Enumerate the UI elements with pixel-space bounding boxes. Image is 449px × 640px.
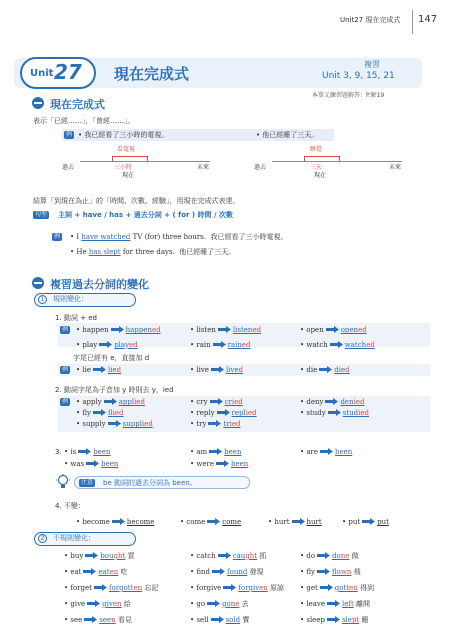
verb-item [300, 448, 352, 457]
arrow-icon [83, 568, 96, 575]
rule1-note: 字尾已經有 e，直接加 d [73, 354, 150, 362]
lightbulb-icon [56, 474, 70, 490]
header-title: 現在完成式 [365, 16, 401, 24]
verb-pp: cried [224, 398, 243, 406]
page-number: 147 [418, 14, 438, 25]
verb-pp: studied [342, 409, 369, 417]
verb-item [64, 552, 135, 561]
verb-pp: given [102, 600, 122, 608]
subsection-regular-label: 規則變化： [53, 295, 88, 303]
verb-pp: gone [222, 600, 240, 608]
verb-pp: found [227, 568, 248, 576]
verb-item [300, 616, 368, 625]
verb-base: • eat [64, 568, 82, 576]
unit-word: Unit [30, 68, 54, 79]
verb-meaning: 去 [241, 600, 249, 608]
arrow-icon [84, 616, 97, 623]
arrow-icon [108, 420, 121, 427]
verb-pp: flown [331, 568, 352, 576]
arrow-icon [317, 568, 330, 575]
verb-item [300, 398, 364, 407]
arrow-icon [94, 584, 107, 591]
verb-meaning: 抓 [259, 552, 267, 560]
verb-pp: rained [227, 341, 251, 349]
verb-item [76, 341, 138, 350]
verb-pp: watched [344, 341, 375, 349]
verb-item [300, 366, 350, 375]
verb-base: • get [300, 584, 318, 592]
arrow-icon [320, 448, 333, 455]
verb-meaning: 做 [351, 552, 359, 560]
verb-pp: become [126, 518, 155, 526]
verb-item [190, 616, 249, 625]
timeline1-now: 現在 [122, 172, 135, 179]
verb-pp: left [342, 600, 354, 608]
arrow-icon [317, 552, 330, 559]
review-units: Unit 3, 9, 15, 21 [322, 71, 395, 81]
verb-base: • are [300, 448, 319, 456]
verb-pp: opened [340, 326, 367, 334]
timeline-2 [252, 146, 422, 186]
arrow-icon [93, 409, 106, 416]
arrow-icon [327, 600, 340, 607]
verb-pp: supplied [122, 420, 153, 428]
verb-item [190, 409, 257, 418]
review-label: 複習 [364, 60, 380, 69]
timeline1-top: 看電視 [117, 146, 136, 153]
arrow-icon [78, 448, 91, 455]
verb-item [190, 366, 243, 375]
verb-item [64, 568, 128, 577]
arrow-icon [292, 518, 305, 525]
verb-base: • give [64, 600, 86, 608]
arrow-icon [104, 398, 117, 405]
verb-pp: bought [100, 552, 126, 560]
subsection-irregular-label: 不規則變化： [53, 534, 95, 542]
verb-base: • watch [300, 341, 328, 349]
verb-base: • live [190, 366, 209, 374]
banner-title: 現在完成式 [114, 65, 190, 83]
timeline2-top: 睡覺 [310, 146, 323, 153]
arrow-icon [208, 420, 221, 427]
verb-base: • forgive [190, 584, 222, 592]
verb-base: • apply [76, 398, 102, 406]
example-tag: 例 [66, 131, 73, 138]
verb-pp: seen [99, 616, 116, 624]
verb-item [300, 584, 374, 593]
verb-item [190, 584, 284, 593]
verb-item [64, 448, 110, 457]
arrow-icon [211, 616, 224, 623]
verb-pp: tried [223, 420, 241, 428]
example2-text: • 他已經睡了三天。 [256, 131, 319, 139]
rule1-label: 1. 動詞 + ed [55, 314, 97, 322]
verb-pp: eaten [98, 568, 119, 576]
verb-item [76, 326, 161, 335]
verb-base: • come [180, 518, 206, 526]
verb-base: • lie [76, 366, 91, 374]
note-text: be 動詞的過去分詞為 been。 [103, 479, 197, 487]
verb-item [300, 409, 369, 418]
verb-pp: forgotten [108, 584, 143, 592]
arrow-icon [319, 366, 332, 373]
verb-base: • cry [190, 398, 208, 406]
sentence-1: • I have watched TV (for) three hours. 我已經看了三小時電視。 [70, 233, 288, 241]
timeline2-past: 過去 [254, 164, 267, 171]
arrow-icon [111, 326, 124, 333]
verb-pp: lived [225, 366, 243, 374]
verb-meaning: 睡 [361, 616, 369, 624]
verb-base: • deny [300, 398, 324, 406]
timeline1-mid: 三小時 [114, 164, 133, 171]
timeline1-future: 未來 [197, 164, 210, 171]
verb-pp: been [93, 448, 111, 456]
section-bullet-icon [32, 97, 44, 109]
pattern-tag: 句型 [35, 211, 48, 218]
rule4-label: 4. 不變： [55, 502, 85, 510]
verb-item [190, 552, 266, 561]
arrow-icon [93, 366, 106, 373]
verb-pp: played [114, 341, 138, 349]
verb-base: • were [190, 460, 214, 468]
timeline-1 [60, 146, 230, 186]
verb-base: • fly [300, 568, 315, 576]
verb-item [76, 518, 154, 527]
verb-item [190, 341, 251, 350]
verb-item [190, 568, 264, 577]
verb-base: • find [190, 568, 211, 576]
rule3-label: 3. [55, 448, 62, 456]
arrow-icon [325, 398, 338, 405]
verb-meaning: 得到 [360, 584, 375, 592]
timeline2-now: 現在 [314, 172, 327, 179]
arrow-icon [209, 448, 222, 455]
arrow-icon [326, 326, 339, 333]
number-2-icon: 2 [38, 534, 47, 543]
verb-base: • open [300, 326, 324, 334]
verb-pp: gotten [334, 584, 358, 592]
verb-item [342, 518, 389, 527]
verb-base: • supply [76, 420, 106, 428]
verb-item [190, 448, 241, 457]
verb-base: • catch [190, 552, 216, 560]
verb-base: • fly [76, 409, 91, 417]
rule2-label: 2. 動詞字尾為子音加 y 時則去 y，ied [55, 386, 174, 394]
verb-pp: been [101, 460, 119, 468]
timeline1-line [80, 161, 210, 162]
arrow-icon [320, 584, 333, 591]
rule1-tag2: 例 [62, 366, 69, 373]
arrow-icon [87, 600, 100, 607]
timeline2-mid: 三天 [310, 164, 323, 171]
verb-item [300, 600, 370, 609]
verb-pp: slept [341, 616, 360, 624]
section2-title: 複習過去分詞的變化 [50, 278, 149, 291]
verb-meaning: 賣 [242, 616, 250, 624]
verb-base: • study [300, 409, 326, 417]
example2-tag: 例 [54, 233, 61, 240]
running-header [340, 16, 400, 25]
arrow-icon [99, 341, 112, 348]
verb-pp: denied [340, 398, 365, 406]
verb-base: • am [190, 448, 208, 456]
verb-item [300, 552, 359, 561]
verb-pp: been [230, 460, 249, 468]
verb-pp: been [335, 448, 353, 456]
verb-base: • leave [300, 600, 326, 608]
subsection-irregular [34, 532, 136, 546]
unit-number: 27 [54, 60, 82, 84]
verb-item [268, 518, 322, 527]
verb-base: • become [76, 518, 110, 526]
arrow-icon [218, 552, 231, 559]
timeline2-future: 未來 [389, 164, 402, 171]
verb-pp: flied [107, 409, 124, 417]
verb-item [64, 616, 132, 625]
timeline1-past: 過去 [62, 164, 75, 171]
verb-base: • happen [76, 326, 109, 334]
verb-item [76, 366, 121, 375]
rule2-tag: 例 [62, 398, 69, 405]
verb-meaning: 離開 [356, 600, 371, 608]
example1-text: • 我已經看了三小時的電視。 [78, 131, 169, 139]
verb-meaning: 發現 [249, 568, 264, 576]
verb-item [190, 460, 248, 469]
verb-meaning: 飛 [353, 568, 361, 576]
verb-item [64, 460, 118, 469]
arrow-icon [210, 398, 223, 405]
arrow-icon [218, 326, 231, 333]
note-tag: 注意 [81, 479, 94, 486]
verb-meaning: 買 [127, 552, 135, 560]
verb-base: • listen [190, 326, 216, 334]
verb-pp: put [377, 518, 389, 526]
verb-pp: replied [231, 409, 257, 417]
arrow-icon [212, 568, 225, 575]
verb-meaning: 看見 [117, 616, 132, 624]
pattern-text: 主詞 + have / has + 過去分詞 + ( for ) 時間 / 次數 [58, 211, 233, 219]
verb-meaning: 給 [123, 600, 131, 608]
verb-item [190, 326, 261, 335]
arrow-icon [217, 409, 230, 416]
verb-base: • go [190, 600, 206, 608]
verb-item [64, 584, 158, 593]
section1-title: 現在完成式 [50, 98, 105, 111]
summary-text: 結算「到現在為止」的「時間、次數、經驗」，用現在完成式表達。 [33, 197, 240, 205]
verb-pp: applied [118, 398, 145, 406]
arrow-icon [327, 616, 340, 623]
subsection-regular [34, 293, 136, 307]
verb-pp: lied [107, 366, 122, 374]
arrow-icon [85, 552, 98, 559]
verb-base: • forget [64, 584, 92, 592]
arrow-icon [362, 518, 375, 525]
verb-base: • sell [190, 616, 209, 624]
timeline2-line [272, 161, 402, 162]
verb-item [190, 420, 241, 429]
section1-intro: 表示「已經……」，「曾經……」。 [33, 117, 135, 125]
verb-item [300, 568, 361, 577]
arrow-icon [112, 518, 125, 525]
verb-item [64, 600, 131, 609]
verb-pp: caught [232, 552, 258, 560]
arrow-icon [207, 600, 220, 607]
verb-base: • do [300, 552, 316, 560]
section2-bullet-icon [32, 277, 44, 289]
verb-item [300, 341, 375, 350]
note-box [74, 476, 250, 489]
verb-pp: done [332, 552, 350, 560]
arrow-icon [86, 460, 99, 467]
verb-item [190, 398, 243, 407]
verb-base: • sleep [300, 616, 325, 624]
verb-base: • put [342, 518, 361, 526]
verb-item [300, 326, 367, 335]
verb-base: • rain [190, 341, 211, 349]
verb-meaning: 原諒 [270, 584, 285, 592]
number-1-icon: 1 [38, 295, 47, 304]
header-unit: Unit27 [340, 16, 364, 24]
rule1-tag: 例 [62, 326, 69, 333]
arrow-icon [207, 518, 220, 525]
header-divider [412, 10, 413, 34]
verb-base: • see [64, 616, 83, 624]
verb-pp: sold [225, 616, 241, 624]
arrow-icon [330, 341, 343, 348]
verb-base: • was [64, 460, 85, 468]
verb-pp: hurt [306, 518, 322, 526]
verb-item [180, 518, 241, 527]
sentence-2: • He has slept for three days. 他已經睡了三天。 [70, 248, 236, 256]
verb-item [76, 398, 145, 407]
arrow-icon [216, 460, 229, 467]
verb-pp: died [334, 366, 350, 374]
verb-base: • is [64, 448, 77, 456]
answer-note: 本單元練習題解答：P.解19 [312, 92, 385, 99]
verb-pp: happened [125, 326, 161, 334]
verb-pp: been [224, 448, 242, 456]
arrow-icon [211, 366, 224, 373]
verb-item [76, 420, 153, 429]
verb-base: • hurt [268, 518, 290, 526]
verb-pp: listened [232, 326, 262, 334]
verb-meaning: 忘記 [144, 584, 159, 592]
arrow-icon [328, 409, 341, 416]
verb-pp: forgiven [238, 584, 268, 592]
unit-badge [20, 57, 96, 89]
arrow-icon [213, 341, 226, 348]
verb-base: • play [76, 341, 98, 349]
verb-pp: come [222, 518, 242, 526]
verb-base: • try [190, 420, 207, 428]
verb-item [190, 600, 249, 609]
verb-meaning: 吃 [120, 568, 128, 576]
verb-base: • buy [64, 552, 84, 560]
arrow-icon [223, 584, 236, 591]
verb-base: • die [300, 366, 318, 374]
verb-item [76, 409, 124, 418]
verb-base: • reply [190, 409, 215, 417]
